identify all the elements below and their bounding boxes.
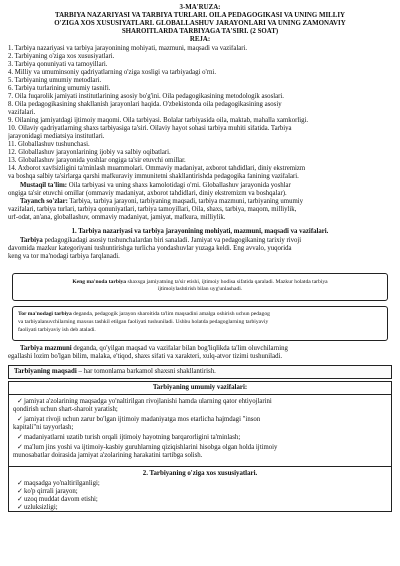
section-1-paragraph-line-3: keng va tor ma'nodagi tarbiya farqlanadi. [8, 253, 120, 260]
plan-item: 1. Tarbiya nazariyasi va tarbiya jarayonining mohiyati, mazmuni, maqsadi va vazifalari. [8, 45, 248, 52]
goal-label: Tarbiyaning maqsadi [14, 368, 77, 375]
check-icon: ✓ [17, 504, 23, 511]
check-icon: ✓ [17, 488, 23, 495]
check-icon: ✓ [17, 434, 23, 441]
narrow-meaning-line-3: faoliyati tarbiyaviy ish deb ataladi. [18, 327, 96, 333]
feature-item-text: uzoq muddat davom etishi; [24, 496, 98, 503]
narrow-meaning-box [12, 306, 388, 341]
keywords-line-3: urf-odat, an'ana, globallashuv, ommaviy madaniyat, jamiyat, mafkura, milliylik. [8, 214, 226, 221]
independent-study-text: Oila tarbiyasi va uning shaxs kamolotidagi o'rni. Globallashuv jarayonida yoshlar [67, 182, 291, 189]
plan-item: 8. Oila pedagogikasining shakllanish jarayonlari haqida. O'zbekistonda oila pedagogikasining asosiy [8, 101, 282, 108]
task-item-1-line-1 [17, 398, 387, 406]
plan-item: 5. Tarbiyaning umumiy metodlari. [8, 77, 102, 84]
content-paragraph-line-1 [20, 345, 392, 353]
section-2-heading: 2. Tarbiyaning o'ziga xos xususiyatlari. [142, 470, 258, 477]
plan-heading: REJA: [189, 36, 211, 43]
section-1-heading: 1. Tarbiya nazariyasi va tarbiya jarayonining mohiyati, mazmuni, maqsadi va vazifalari. [71, 228, 329, 235]
independent-study-line-2: ongiga ta'sir etuvchi omillar (ommaviy madaniyat, axborot tahdidlari, diniy ekstremizm va boshqalar). [8, 190, 287, 197]
broad-meaning-text: shaxsga jamiyatning ta'sir etishi, ijtimoiy hodisa sifatida qaraladi. Mazkur holatda tarbiya [126, 279, 328, 285]
plan-item: 11. Globallashuv tushunchasi. [8, 141, 90, 148]
broad-meaning-box [12, 273, 388, 301]
lecture-title-line-1: TARBIYA NAZARIYASI VA TARBIYA TURLARI. OILA PEDAGOGIKASI VA UNING MILLIY [55, 12, 345, 19]
goal-text: – har tomonlama barkamol shaxsni shakllantirish. [76, 368, 216, 375]
plan-item: 2. Tarbiyaning o'ziga xos xususiyatlari. [8, 53, 115, 60]
plan-item: 4. Milliy va umuminsoniy qadriyatlarning o'ziga xosligi va tarbiyadagi o'rni. [8, 69, 217, 76]
plan-item: 3. Tarbiya qonuniyati va tamoyillari. [8, 61, 108, 68]
feature-item-text: maqsadga yo'naltirilganligi; [24, 480, 100, 487]
plan-item: 13. Globallashuv jarayonida yoshlar ongiga ta'sir etuvchi omillar. [8, 157, 186, 164]
plan-item: jarayonidagi mediatsiya institutlari. [8, 133, 105, 140]
plan-item: 12. Globallashuv jarayonlarining ijobiy va salbiy oqibatlari. [8, 149, 171, 156]
plan-item: 6. Tarbiya turlarining umumiy tasnifi. [8, 85, 111, 92]
check-icon: ✓ [17, 480, 23, 487]
task-item-text: jamiyat rivoji uchun zarur bo'lgan ijtimoiy madaniyatga mos etarlicha hajmdagi "inson [24, 416, 261, 423]
upbringing-term: Tarbiya [20, 237, 43, 244]
broad-meaning-term: Keng ma'noda tarbiya [72, 279, 127, 285]
general-tasks-heading: Tarbiyaning umumiy vazifalari: [152, 384, 248, 391]
lecture-title-line-3: SHAROITLARDA TARBIYAGA TA'SIRI. (2 SOAT) [121, 28, 279, 35]
narrow-meaning-text: deganda, pedagogik jarayon sharoitida ta'lim maqsadini amalga oshirish uchun pedagog [71, 311, 270, 317]
keywords-line-1 [20, 198, 392, 206]
check-icon: ✓ [17, 444, 23, 451]
broad-meaning-line-1 [13, 279, 387, 286]
section-divider [9, 466, 391, 467]
general-tasks-box [8, 381, 392, 512]
feature-item-3 [17, 496, 387, 504]
narrow-meaning-line-1 [18, 311, 384, 318]
plan-item: 7. Oila fuqarolik jamiyati institutlarining asosiy bo'g'ini. Oila pedagogikasining metodologik asoslari. [8, 93, 284, 100]
plan-item: 14. Axborot xavfsizligini ta'minlash muammolari. Ommaviy madaniyat, axborot tahdidlari, diniy ekstremizm [8, 165, 306, 172]
task-item-text: jamiyat a'zolarining maqsadga yo'naltirilgan rivojlanishi hamda ularning qator ehtiyojlarini [24, 398, 272, 405]
task-item-2-line-2: kapitali"ni tayyorlash; [13, 424, 74, 431]
content-term: Tarbiya mazmuni [20, 345, 72, 352]
narrow-meaning-term: Tor ma'nodagi tarbiya [18, 311, 72, 317]
plan-item: vazifalari. [8, 109, 36, 116]
task-item-text: madaniyatlarni uzatib turish orqali ijtimoiy hayotning barqarorligini ta'minlash; [24, 434, 241, 441]
feature-item-4 [17, 504, 387, 511]
feature-item-text: uzluksizligi; [24, 504, 58, 511]
task-item-text: ma'lum jins yoshi va ijtimoiy-kasbiy guruhlarning qiziqishlarini hisobga olgan holda ijtimoiy [24, 444, 278, 451]
lecture-number: 3-MA'RUZA: [179, 4, 221, 11]
task-item-1-line-2: qondirish uchun shart-sharoit yaratish; [13, 406, 118, 413]
lecture-title-line-2: O'ZIGA XOS XUSUSIYATLARI. GLOBALLASHUV JARAYONLARI VA UNING ZAMONAVIY [54, 20, 346, 27]
feature-item-2 [17, 488, 387, 496]
content-paragraph-line-2: egallashi lozim bo'lgan bilim, malaka, e'tiqod, shaxs sifati va xarakteri, xulq-atvor tizimi tushuniladi. [8, 353, 283, 360]
independent-study-term: Mustaqil ta'lim: [20, 182, 68, 189]
feature-item-text: ko'p qirrali jarayon; [24, 488, 78, 495]
feature-item-1 [17, 480, 387, 488]
keywords-term: Tayanch so'zlar: [20, 198, 68, 205]
task-item-3 [17, 434, 387, 442]
check-icon: ✓ [17, 416, 23, 423]
content-paragraph-text: deganda, qo'yilgan maqsad va vazifalar bilan bog'liqlikda ta'lim oluvchilarning [71, 345, 288, 352]
check-icon: ✓ [17, 398, 23, 405]
broad-meaning-line-2: ijtimoiylashtirish bilan uyg'unlashadi. [157, 286, 243, 292]
keywords-line-2: vazifalari, tarbiya turlari, tarbiya qonuniyatlari, tarbiya tamoyillari, Oila, shaxs, tarbiya, maqom, milliylik, [8, 206, 297, 213]
task-item-4-line-1 [17, 444, 387, 452]
plan-item: 10. Oilaviy qadriyatlarning shaxs tarbiyasiga ta'siri. Oilaviy hayot sohasi tarbiya muhiti sifatida. Tarbiya [8, 125, 292, 132]
section-1-paragraph-line-1 [20, 237, 392, 245]
narrow-meaning-line-2: va tarbiyalanuvchilarning maxsus tashkil etilgan faoliyati tushuniladi. Ushbu holatda pedagoglarning tarbiyaviy [18, 319, 269, 325]
heading-divider [9, 394, 391, 395]
task-item-2-line-1 [17, 416, 387, 424]
section-1-paragraph-text: pedagogikadagi asosiy tushunchalardan biri sanaladi. Jamiyat va pedagogikaning tarixiy rivoji [42, 237, 302, 244]
goal-line [14, 368, 386, 376]
plan-item: 9. Oilaning jamiyatdagi ijtimoiy maqomi. Oila tarbiyasi. Bolalar tarbiyasida oila, maktab, mahalla xamkorligi. [8, 117, 309, 124]
section-1-paragraph-line-2: davomida mazkur kategoriyani tushuntirishga turlicha yondashuvlar yuzaga keldi. Eng avvalo, yuqorida [8, 245, 292, 252]
check-icon: ✓ [17, 496, 23, 503]
goal-box [8, 365, 392, 379]
independent-study-line-1 [20, 182, 392, 190]
plan-item: va boshqa salbiy ta'sirlarga qarshi mafkuraviy immunitetni shakllantirishda pedagogika fanining vazifalari. [8, 173, 299, 180]
keywords-text: Tarbiya, tarbiya jarayoni, tarbiyaning maqsadi, tarbiya mazmuni, tarbiyaning umumiy [67, 198, 304, 205]
task-item-4-line-2: munosabatlar doirasida jamiyat a'zolarining harakatini tartibga solish. [13, 452, 203, 459]
